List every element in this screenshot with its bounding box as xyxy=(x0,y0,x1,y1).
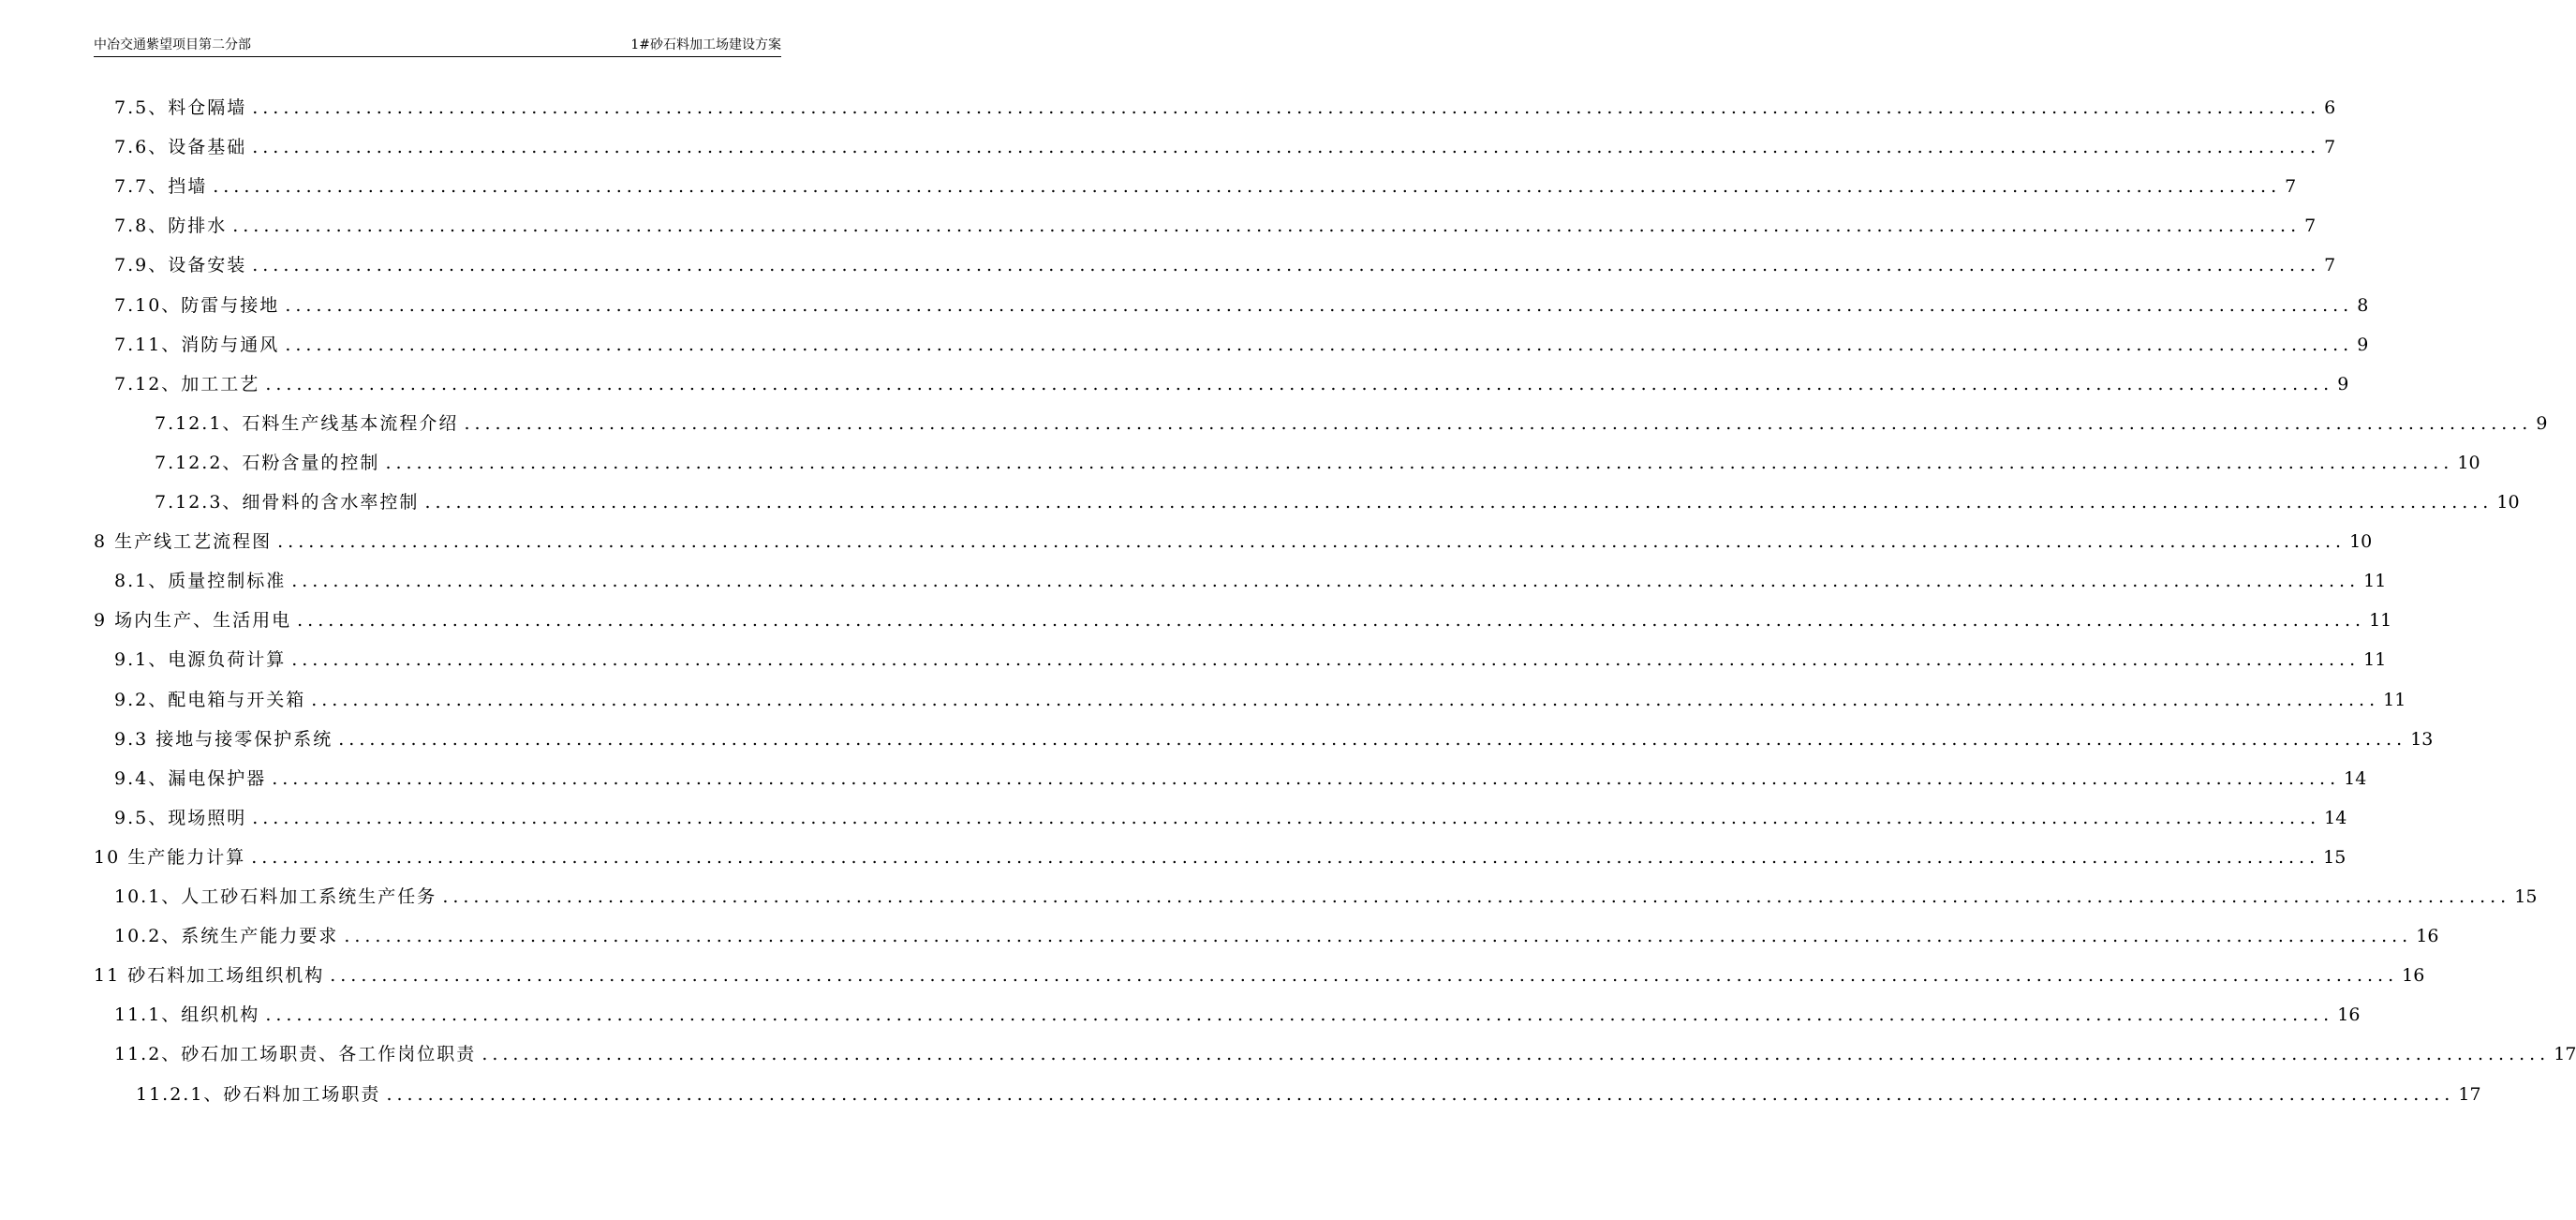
toc-entry[interactable] xyxy=(114,804,2347,832)
toc-entry[interactable] xyxy=(114,251,2336,279)
toc-entry[interactable] xyxy=(114,883,2538,911)
toc-entry-label: 8 生产线工艺流程图 xyxy=(94,531,273,553)
toc-dot-leader: ........................................................................................................................................................................................................ xyxy=(385,452,2454,473)
toc-dot-leader: ........................................................................................................................................................................................................ xyxy=(252,255,2321,276)
toc-dot-leader: ........................................................................................................................................................................................................ xyxy=(265,1004,2334,1026)
toc-entry-page-number: 9 xyxy=(2536,412,2548,434)
toc-entry-page-number: 11 xyxy=(2383,689,2406,710)
toc-entry[interactable] xyxy=(114,370,2349,398)
toc-entry[interactable] xyxy=(155,449,2480,477)
toc-dot-leader: ........................................................................................................................................................................................................ xyxy=(272,767,2341,789)
toc-entry[interactable] xyxy=(114,94,2336,122)
toc-dot-leader: ........................................................................................................................................................................................................ xyxy=(252,97,2321,118)
toc-entry-page-number: 6 xyxy=(2324,97,2336,118)
toc-entry-page-number: 16 xyxy=(2416,926,2439,947)
toc-entry[interactable] xyxy=(155,488,2520,516)
toc-entry[interactable] xyxy=(114,133,2336,161)
toc-entry-page-number: 16 xyxy=(2337,1004,2361,1026)
toc-entry-label: 9.5、现场照明 xyxy=(114,807,247,828)
toc-entry-label: 9 场内生产、生活用电 xyxy=(94,610,292,632)
toc-entry[interactable] xyxy=(136,1080,2481,1108)
toc-entry-page-number: 15 xyxy=(2514,886,2538,907)
toc-entry-page-number: 8 xyxy=(2357,294,2369,316)
toc-entry-page-number: 16 xyxy=(2402,965,2425,987)
toc-entry[interactable] xyxy=(94,528,2373,556)
toc-entry-page-number: 14 xyxy=(2344,767,2367,789)
toc-entry-page-number: 9 xyxy=(2337,373,2349,394)
toc-entry-page-number: 11 xyxy=(2363,649,2387,671)
toc-entry-label: 7.10、防雷与接地 xyxy=(114,294,280,316)
toc-entry-page-number: 17 xyxy=(2458,1083,2481,1105)
toc-entry-label: 7.11、消防与通风 xyxy=(114,334,280,355)
toc-entry[interactable] xyxy=(114,1040,2576,1068)
toc-entry-page-number: 10 xyxy=(2457,452,2480,473)
toc-entry[interactable] xyxy=(94,606,2392,634)
toc-dot-leader: ........................................................................................................................................................................................................ xyxy=(464,412,2533,434)
toc-dot-leader: ........................................................................................................................................................................................................ xyxy=(251,846,2320,868)
toc-entry-label: 9.1、电源负荷计算 xyxy=(114,649,287,671)
toc-dot-leader: ........................................................................................................................................................................................................ xyxy=(330,965,2399,987)
toc-dot-leader: ........................................................................................................................................................................................................ xyxy=(277,531,2347,553)
header-left-text: 中冶交通紫望项目第二分部 xyxy=(94,37,251,52)
toc-entry[interactable] xyxy=(114,1001,2361,1029)
toc-dot-leader: ........................................................................................................................................................................................................ xyxy=(344,926,2413,947)
toc-entry-label: 9.2、配电箱与开关箱 xyxy=(114,689,306,710)
toc-entry[interactable] xyxy=(114,567,2387,595)
toc-entry-label: 7.6、设备基础 xyxy=(114,137,247,158)
toc-entry-label: 9.4、漏电保护器 xyxy=(114,767,267,789)
toc-entry-label: 7.9、设备安装 xyxy=(114,255,247,276)
toc-entry-label: 7.12.2、石粉含量的控制 xyxy=(155,452,380,473)
toc-entry[interactable] xyxy=(114,331,2369,359)
toc-dot-leader: ........................................................................................................................................................................................................ xyxy=(297,610,2366,632)
toc-entry-label: 10 生产能力计算 xyxy=(94,846,246,868)
toc-dot-leader: ........................................................................................................................................................................................................ xyxy=(424,492,2494,513)
toc-entry-label: 10.2、系统生产能力要求 xyxy=(114,926,339,947)
toc-dot-leader: ........................................................................................................................................................................................................ xyxy=(291,571,2361,592)
toc-entry-label: 7.12.1、石料生产线基本流程介绍 xyxy=(155,412,459,434)
toc-dot-leader: ........................................................................................................................................................................................................ xyxy=(291,649,2361,671)
toc-entry[interactable] xyxy=(114,291,2369,320)
toc-entry-page-number: 13 xyxy=(2410,728,2434,750)
toc-dot-leader: ........................................................................................................................................................................................................ xyxy=(311,689,2380,710)
toc-entry-page-number: 7 xyxy=(2324,255,2336,276)
toc-entry-label: 11.2、砂石加工场职责、各工作岗位职责 xyxy=(114,1044,477,1065)
toc-entry-page-number: 7 xyxy=(2324,137,2336,158)
toc-dot-leader: ........................................................................................................................................................................................................ xyxy=(232,216,2302,237)
toc-entry-page-number: 14 xyxy=(2324,807,2347,828)
toc-entry[interactable] xyxy=(114,725,2434,753)
toc-entry-page-number: 11 xyxy=(2363,571,2387,592)
toc-entry-label: 10.1、人工砂石料加工系统生产任务 xyxy=(114,886,437,907)
toc-entry-page-number: 10 xyxy=(2349,531,2373,553)
toc-entry-page-number: 7 xyxy=(2285,176,2297,198)
toc-entry[interactable] xyxy=(114,922,2439,950)
toc-dot-leader: ........................................................................................................................................................................................................ xyxy=(285,294,2354,316)
toc-dot-leader: ........................................................................................................................................................................................................ xyxy=(386,1083,2455,1105)
toc-entry-label: 11.1、组织机构 xyxy=(114,1004,260,1026)
toc-dot-leader: ........................................................................................................................................................................................................ xyxy=(442,886,2511,907)
toc-entry-label: 11 砂石料加工场组织机构 xyxy=(94,965,325,987)
toc-dot-leader: ........................................................................................................................................................................................................ xyxy=(213,176,2282,198)
toc-entry-label: 7.8、防排水 xyxy=(114,216,228,237)
toc-entry[interactable] xyxy=(94,843,2347,871)
toc-entry-page-number: 17 xyxy=(2554,1044,2576,1065)
toc-entry-label: 8.1、质量控制标准 xyxy=(114,571,287,592)
toc-entry-label: 7.5、料仓隔墙 xyxy=(114,97,247,118)
toc-entry-label: 7.7、挡墙 xyxy=(114,176,208,198)
toc-entry[interactable] xyxy=(114,172,2297,201)
toc-entry-page-number: 10 xyxy=(2496,492,2520,513)
toc-entry[interactable] xyxy=(114,646,2387,674)
toc-dot-leader: ........................................................................................................................................................................................................ xyxy=(252,807,2321,828)
toc-entry-label: 9.3 接地与接零保护系统 xyxy=(114,728,333,750)
page-header xyxy=(94,36,781,57)
toc-entry-page-number: 15 xyxy=(2323,846,2347,868)
toc-entry[interactable] xyxy=(114,765,2367,793)
toc-entry-label: 7.12.3、细骨料的含水率控制 xyxy=(155,492,420,513)
toc-entry-page-number: 7 xyxy=(2304,216,2317,237)
toc-entry[interactable] xyxy=(114,212,2317,240)
toc-entry-label: 11.2.1、砂石料加工场职责 xyxy=(136,1083,381,1105)
toc-entry[interactable] xyxy=(155,409,2548,438)
toc-dot-leader: ........................................................................................................................................................................................................ xyxy=(481,1044,2551,1065)
header-right-text: 1#砂石料加工场建设方案 xyxy=(630,37,781,52)
toc-entry[interactable] xyxy=(114,686,2406,714)
toc-dot-leader: ........................................................................................................................................................................................................ xyxy=(265,373,2334,394)
toc-entry[interactable] xyxy=(94,961,2425,989)
toc-entry-page-number: 9 xyxy=(2357,334,2369,355)
toc-dot-leader: ........................................................................................................................................................................................................ xyxy=(285,334,2354,355)
toc-dot-leader: ........................................................................................................................................................................................................ xyxy=(252,137,2321,158)
toc-dot-leader: ........................................................................................................................................................................................................ xyxy=(338,728,2407,750)
toc-entry-label: 7.12、加工工艺 xyxy=(114,373,260,394)
toc-entry-page-number: 11 xyxy=(2369,610,2392,632)
